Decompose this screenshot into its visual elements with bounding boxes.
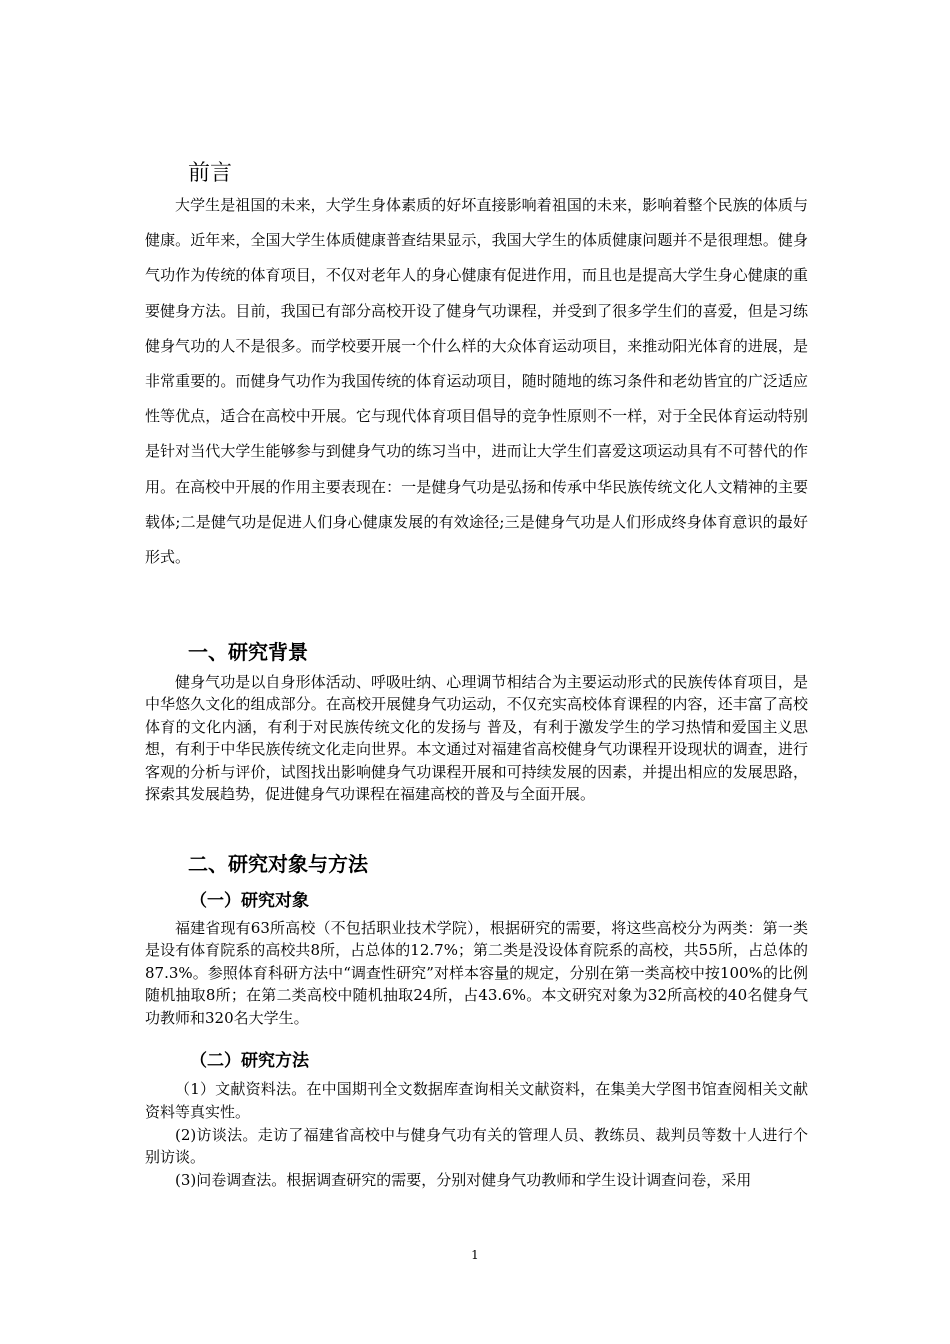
preface-title: 前言 xyxy=(188,161,233,186)
method-item: （1）文献资料法。在中国期刊全文数据库查询相关文献资料，在集美大学图书馆查阅相关文献资料等真实性。 xyxy=(145,1080,808,1121)
preface-text: 大学生是祖国的未来，大学生身体素质的好坏直接影响着祖国的未来，影响着整个民族的体质与健康。近年来，全国大学生体质健康普查结果显示，我国大学生的体质健康问题并不是很理想。健身气功作为传统的体育项目，不仅对老年人的身心健康有促进作用，而且也是提高大学生身心健康的重要健身方法。目前，我国已有部分高校开设了健身气功课程，并受到了很多学生们的喜爱，但是习练健身气功的人不是很多。而学校要开展一个什么样的大众体育运动项目，来推动阳光体育的进展，是非常重要的。而健身气功作为我国传统的体育运动项目，随时随地的练习条件和老幼皆宜的广泛适应性等优点，适合在高校中开展。它与现代体育项目倡导的竞争性原则不一样，对于全民体育运动特别是针对当代大学生能够参与到健身气功的练习当中，进而让大学生们喜爱这项运动具有不可替代的作用。在高校中开展的作用主要表现在：一是健身气功是弘扬和传承中华民族传统文化人文精神的主要载体;二是健气功是促进人们身心健康发展的有效途径;三是健身气功是人们形成终身体育意识的最好形式。 xyxy=(145,196,808,567)
section1-paragraph xyxy=(145,671,808,805)
subsection1-text: 福建省现有63所高校（不包括职业技术学院），根据研究的需要，将这些高校分为两类：第一类是设有体育院系的高校共8所，占总体的12.7%；第二类是没设体育院系的高校，共55所，占总体的87.3%。参照体育科研方法中“调查性研究”对样本容量的规定，分别在第一类高校中按100%的比例随机抽取8所；在第二类高校中随机抽取24所，占43.6%。本文研究对象为32所高校的40名健身气功教师和320名大学生。 xyxy=(145,919,808,1027)
section2-title: 二、研究对象与方法 xyxy=(188,852,368,876)
section1-text: 健身气功是以自身形体活动、呼吸吐纳、心理调节相结合为主要运动形式的民族传体育项目，是中华悠久文化的组成部分。在高校开展健身气功运动，不仅充实高校体育课程的内容，还丰富了高校体育的文化内涵，有利于对民族传统文化的发扬与 普及，有利于激发学生的学习热情和爱国主义思想，有利于中华民族传统文化走向世界。本文通过对福建省高校健身气功课程开设现状的调查，进行客观的分析与评价，试图找出影响健身气功课程开展和可持续发展的因素，并提出相应的发展思路，探索其发展趋势，促进健身气功课程在福建高校的普及与全面开展。 xyxy=(145,673,808,804)
method-item: (2)访谈法。走访了福建省高校中与健身气功有关的管理人员、教练员、裁判员等数十人进行个别访谈。 xyxy=(145,1125,808,1167)
subsection1-paragraph xyxy=(145,917,808,1029)
subsection2-title: （二）研究方法 xyxy=(190,1051,309,1071)
methods-list xyxy=(145,1078,808,1192)
section1-title: 一、研究背景 xyxy=(188,640,308,664)
method-item: (3)问卷调查法。根据调查研究的需要，分别对健身气功教师和学生设计调查问卷，采用 xyxy=(175,1171,752,1190)
subsection1-title: （一）研究对象 xyxy=(190,891,309,911)
page-number: 1 xyxy=(471,1248,479,1262)
preface-paragraph xyxy=(145,188,808,575)
